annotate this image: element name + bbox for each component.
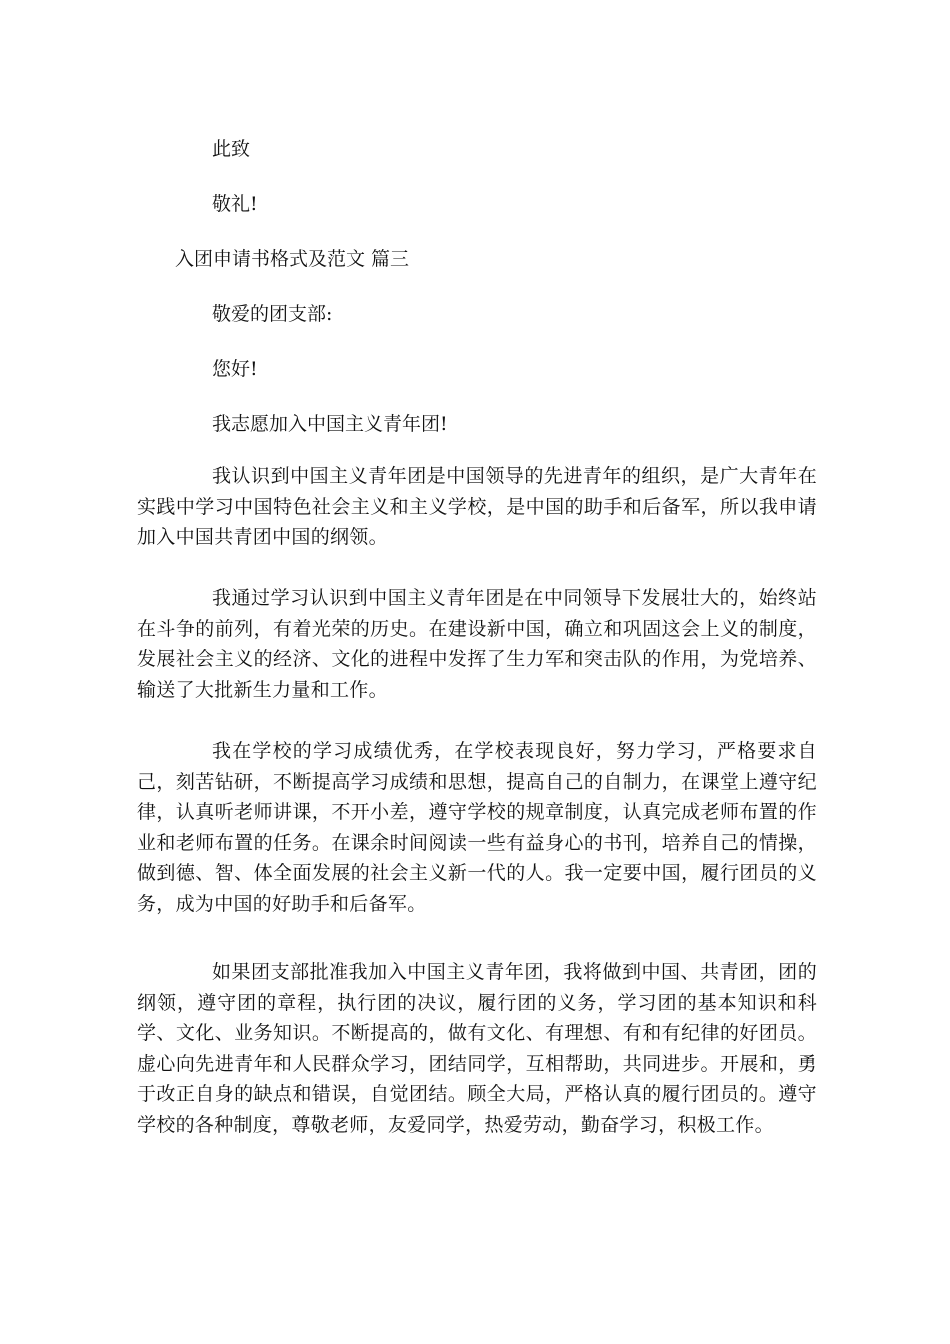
body-paragraph: 我通过学习认识到中国主义青年团是在中同领导下发展壮大的，始终站在斗争的前列，有着光荣的历史。在建设新中国，确立和巩固这会上义的制度，发展社会主义的经济、文化的进程中发挥了生力军和突击队的作用，为党培养、输送了大批新生力量和工作。 (137, 587, 817, 701)
letter-greeting: 敬爱的团支部: (212, 303, 333, 325)
letter-intent: 我志愿加入中国主义青年团! (212, 413, 448, 435)
closing-respect: 敬礼! (212, 193, 258, 215)
section-heading: 入团申请书格式及范文 篇三 (175, 248, 410, 270)
body-paragraph: 我认识到中国主义青年团是中国领导的先进青年的组织，是广大青年在实践中学习中国特色社会主义和主义学校，是中国的助手和后备军，所以我申请加入中国共青团中国的纲领。 (137, 465, 817, 548)
letter-hello: 您好! (212, 358, 258, 380)
body-paragraph: 如果团支部批准我加入中国主义青年团，我将做到中国、共青团，团的纲领，遵守团的章程，执行团的决议，履行团的义务，学习团的基本知识和科学、文化、业务知识。不断提高的，做有文化、有理想、有和有纪律的好团员。虚心向先进青年和人民群众学习，团结同学，互相帮助，共同进步。开展和，勇于改正自身的缺点和错误，自觉团结。顾全大局，严格认真的履行团员的。遵守学校的各种制度，尊敬老师，友爱同学，热爱劳动，勤奋学习，积极工作。 (137, 961, 817, 1136)
body-paragraph: 我在学校的学习成绩优秀，在学校表现良好，努力学习，严格要求自己，刻苦钻研，不断提高学习成绩和思想，提高自己的自制力，在课堂上遵守纪律，认真听老师讲课，不开小差，遵守学校的规章制度，认真完成老师布置的作业和老师布置的任务。在课余时间阅读一些有益身心的书刊，培养自己的情操，做到德、智、体全面发展的社会主义新一代的人。我一定要中国，履行团员的义务，成为中国的好助手和后备军。 (137, 740, 817, 915)
closing-salutation: 此致 (212, 138, 251, 160)
